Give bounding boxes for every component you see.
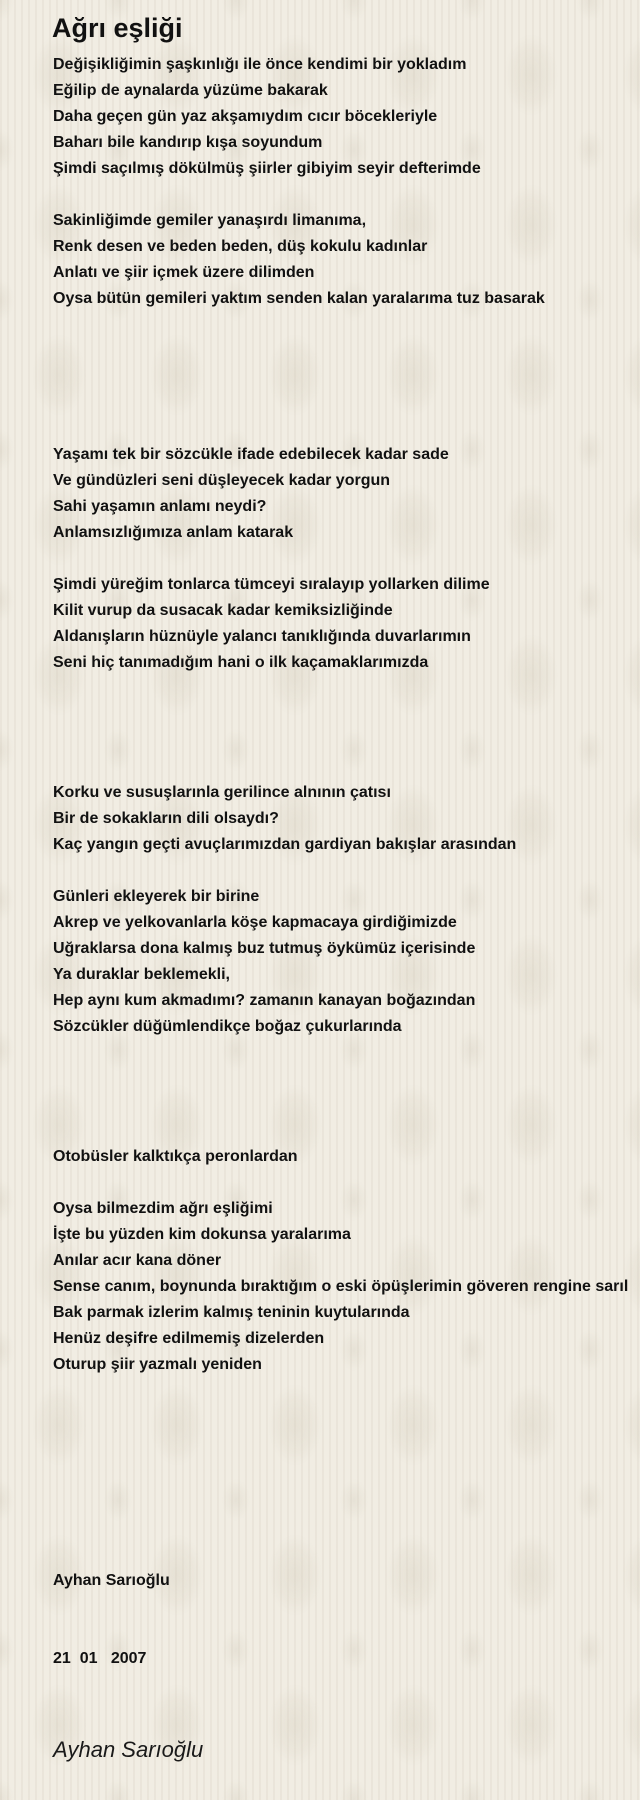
stanza-gap (53, 858, 638, 884)
poem-body (53, 52, 638, 1378)
poem-line: Eğilip de aynalarda yüzüme bakarak (53, 82, 328, 99)
stanza-gap (53, 1170, 638, 1196)
poem-line: Otobüsler kalktıkça peronlardan (53, 1148, 298, 1165)
poem-line: Sözcükler düğümlendikçe boğaz çukurlarında (53, 1018, 402, 1035)
poem-line: Sense canım, boynunda bıraktığım o eski öpüşlerimin göveren rengine sarıl (53, 1278, 629, 1295)
poem-line: İşte bu yüzden kim dokunsa yaralarıma (53, 1226, 351, 1243)
poem-line: Ya duraklar beklemekli, (53, 966, 230, 983)
poem-line: Sakinliğimde gemiler yanaşırdı limanıma, (53, 212, 367, 229)
poem-line: Seni hiç tanımadığım hani o ilk kaçamaklarımızda (53, 654, 429, 671)
poem-line: Hep aynı kum akmadımı? zamanın kanayan boğazından (53, 992, 476, 1009)
poem-line: Anlamsızlığımıza anlam katarak (53, 524, 294, 541)
poem-line: Daha geçen gün yaz akşamıydım cıcır böcekleriyle (53, 108, 438, 125)
poem-line: Baharı bile kandırıp kışa soyundum (53, 134, 323, 151)
author-name: Ayhan Sarıoğlu (53, 1572, 170, 1589)
poem-line: Yaşamı tek bir sözcükle ifade edebilecek kadar sade (53, 446, 449, 463)
poem-line: Sahi yaşamın anlamı neydi? (53, 498, 267, 515)
poem-line: Oysa bilmezdim ağrı eşliğimi (53, 1200, 273, 1217)
poem-line: Kaç yangın geçti avuçlarımızdan gardiyan bakışlar arasından (53, 836, 517, 853)
poem-line: Aldanışların hüznüyle yalancı tanıklığında duvarlarımın (53, 628, 471, 645)
poem-line: Ve gündüzleri seni düşleyecek kadar yorgun (53, 472, 391, 489)
poem-line: Uğraklarsa dona kalmış buz tutmuş öykümüz içerisinde (53, 940, 476, 957)
poem-line: Anılar acır kana döner (53, 1252, 222, 1269)
poem-date: 21 01 2007 (53, 1650, 147, 1667)
stanza-gap (53, 182, 638, 208)
poem-line: Kilit vurup da susacak kadar kemiksizliğinde (53, 602, 393, 619)
author-signature: Ayhan Sarıoğlu (53, 1737, 204, 1762)
poem-line: Anlatı ve şiir içmek üzere dilimden (53, 264, 315, 281)
stanza-gap (53, 546, 638, 572)
poem-line: Bir de sokakların dili olsaydı? (53, 810, 279, 827)
poem-line: Değişikliğimin şaşkınlığı ile önce kendimi bir yokladım (53, 56, 467, 73)
poem-line: Şimdi yüreğim tonlarca tümceyi sıralayıp yollarken dilime (53, 576, 490, 593)
section-gap (53, 676, 638, 780)
poem-line: Renk desen ve beden beden, düş kokulu kadınlar (53, 238, 428, 255)
section-gap (53, 312, 638, 442)
section-gap (53, 1040, 638, 1144)
poem-line: Korku ve susuşlarınla gerilince alnının çatısı (53, 784, 391, 801)
poem-line: Bak parmak izlerim kalmış teninin kuytularında (53, 1304, 410, 1321)
poem-line: Oysa bütün gemileri yaktım senden kalan yaralarıma tuz basarak (53, 290, 545, 307)
poem-line: Oturup şiir yazmalı yeniden (53, 1356, 262, 1373)
poem-line: Günleri ekleyerek bir birine (53, 888, 260, 905)
poem-line: Şimdi saçılmış dökülmüş şiirler gibiyim seyir defterimde (53, 160, 481, 177)
poem-title: Ağrı eşliği (52, 13, 183, 43)
poem-line: Akrep ve yelkovanlarla köşe kapmacaya girdiğimizde (53, 914, 457, 931)
poem-line: Henüz deşifre edilmemiş dizelerden (53, 1330, 325, 1347)
author-block (53, 1516, 170, 1698)
